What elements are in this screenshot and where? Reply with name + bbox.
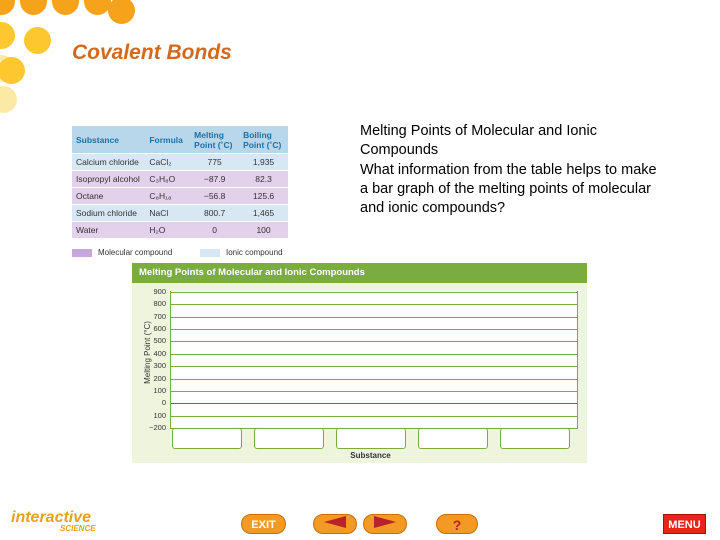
y-tick-label: 400 [153, 348, 166, 358]
category-slot[interactable] [172, 428, 242, 449]
y-tick-label: 800 [153, 299, 166, 309]
y-tick-label: 200 [153, 373, 166, 383]
grid-line [170, 354, 578, 355]
substance-cell: Isopropyl alcohol [72, 171, 145, 188]
melting-cell: 0 [190, 222, 239, 239]
y-tick-label: 0 [161, 398, 166, 408]
y-tick-label: 300 [153, 361, 166, 371]
legend-label: Ionic compound [226, 248, 283, 257]
formula-cell: H₂O [145, 222, 190, 239]
y-tick-label: 100 [153, 385, 166, 395]
decor-dot [84, 0, 111, 15]
table-header: Boiling Point (˚C) [239, 126, 288, 154]
decor-dot [0, 0, 15, 15]
graph-y-label: Melting Point (°C) [142, 321, 152, 384]
category-slot[interactable] [336, 428, 406, 449]
right-arrow-icon [372, 520, 398, 532]
exit-button[interactable] [241, 514, 286, 534]
help-button[interactable] [436, 514, 478, 534]
y-tick-label: 700 [153, 311, 166, 321]
menu-button[interactable]: MENU [663, 514, 706, 534]
substance-cell: Octane [72, 188, 145, 205]
graph-plot-area [170, 291, 578, 429]
grid-line [170, 329, 578, 330]
formula-cell: C₈H₁₈ [145, 188, 190, 205]
grid-line [170, 292, 578, 293]
grid-line [170, 341, 578, 342]
table-header: Formula [145, 126, 190, 154]
melting-cell: 800.7 [190, 205, 239, 222]
category-slot[interactable] [254, 428, 324, 449]
boiling-cell: 100 [239, 222, 288, 239]
y-tick-label: 900 [153, 287, 166, 296]
decor-dot [108, 0, 135, 24]
formula-cell: NaCl [145, 205, 190, 222]
slide-title: Covalent Bonds [72, 41, 232, 64]
logo-subtitle: SCIENCE [60, 524, 96, 533]
legend-molecular [72, 248, 172, 257]
decor-dot [0, 22, 15, 49]
y-axis-line [170, 291, 171, 429]
interactive-science-logo: interactive [11, 509, 92, 526]
plot-border [577, 291, 578, 429]
y-tick-label: 100 [153, 410, 166, 420]
help-label: ? [452, 517, 462, 533]
y-tick-label: 600 [153, 324, 166, 334]
grid-line [170, 391, 578, 392]
legend-swatch [200, 249, 220, 257]
boiling-cell: 82.3 [239, 171, 288, 188]
left-arrow-icon [322, 520, 348, 532]
table-row [72, 222, 288, 239]
melting-cell: 775 [190, 154, 239, 171]
grid-line [170, 416, 578, 417]
table-row [72, 188, 288, 205]
melting-points-table [72, 126, 288, 239]
exit-label: EXIT [251, 519, 276, 531]
grid-line [170, 304, 578, 305]
boiling-cell: 1,935 [239, 154, 288, 171]
melting-cell: −87.9 [190, 171, 239, 188]
formula-cell: C₃H₈O [145, 171, 190, 188]
boiling-cell: 1,465 [239, 205, 288, 222]
table-header: Melting Point (˚C) [190, 126, 239, 154]
table-row [72, 171, 288, 188]
boiling-cell: 125.6 [239, 188, 288, 205]
table-row [72, 154, 288, 171]
substance-cell: Sodium chloride [72, 205, 145, 222]
grid-line [170, 317, 578, 318]
question-title: Melting Points of Molecular and Ionic Compounds [360, 123, 597, 158]
legend-ionic [200, 248, 282, 257]
grid-line [170, 403, 578, 404]
category-slot[interactable] [418, 428, 488, 449]
prev-button[interactable] [313, 514, 357, 534]
grid-line [170, 366, 578, 367]
legend-swatch [72, 249, 92, 257]
graph-panel [132, 263, 587, 463]
next-button[interactable] [363, 514, 407, 534]
melting-cell: −56.8 [190, 188, 239, 205]
graph-title: Melting Points of Molecular and Ionic Compounds [132, 263, 587, 283]
decor-dot [20, 0, 47, 15]
question-text: What information from the table helps to make a bar graph of the melting points of molecular and ionic compounds? [360, 162, 657, 216]
substance-cell: Water [72, 222, 145, 239]
table-header: Substance [72, 126, 145, 154]
decor-dot [52, 0, 79, 15]
formula-cell: CaCl₂ [145, 154, 190, 171]
grid-line [170, 379, 578, 380]
y-tick-label: 500 [153, 336, 166, 346]
substance-cell: Calcium chloride [72, 154, 145, 171]
decor-dot [0, 86, 17, 113]
table-row [72, 205, 288, 222]
decor-dot [24, 27, 51, 54]
legend-label: Molecular compound [98, 248, 173, 257]
graph-x-label: Substance [350, 451, 391, 460]
decor-dot [0, 57, 25, 84]
y-tick-label: −200 [149, 423, 166, 432]
category-slot[interactable] [500, 428, 570, 449]
table-header-row [72, 126, 288, 154]
